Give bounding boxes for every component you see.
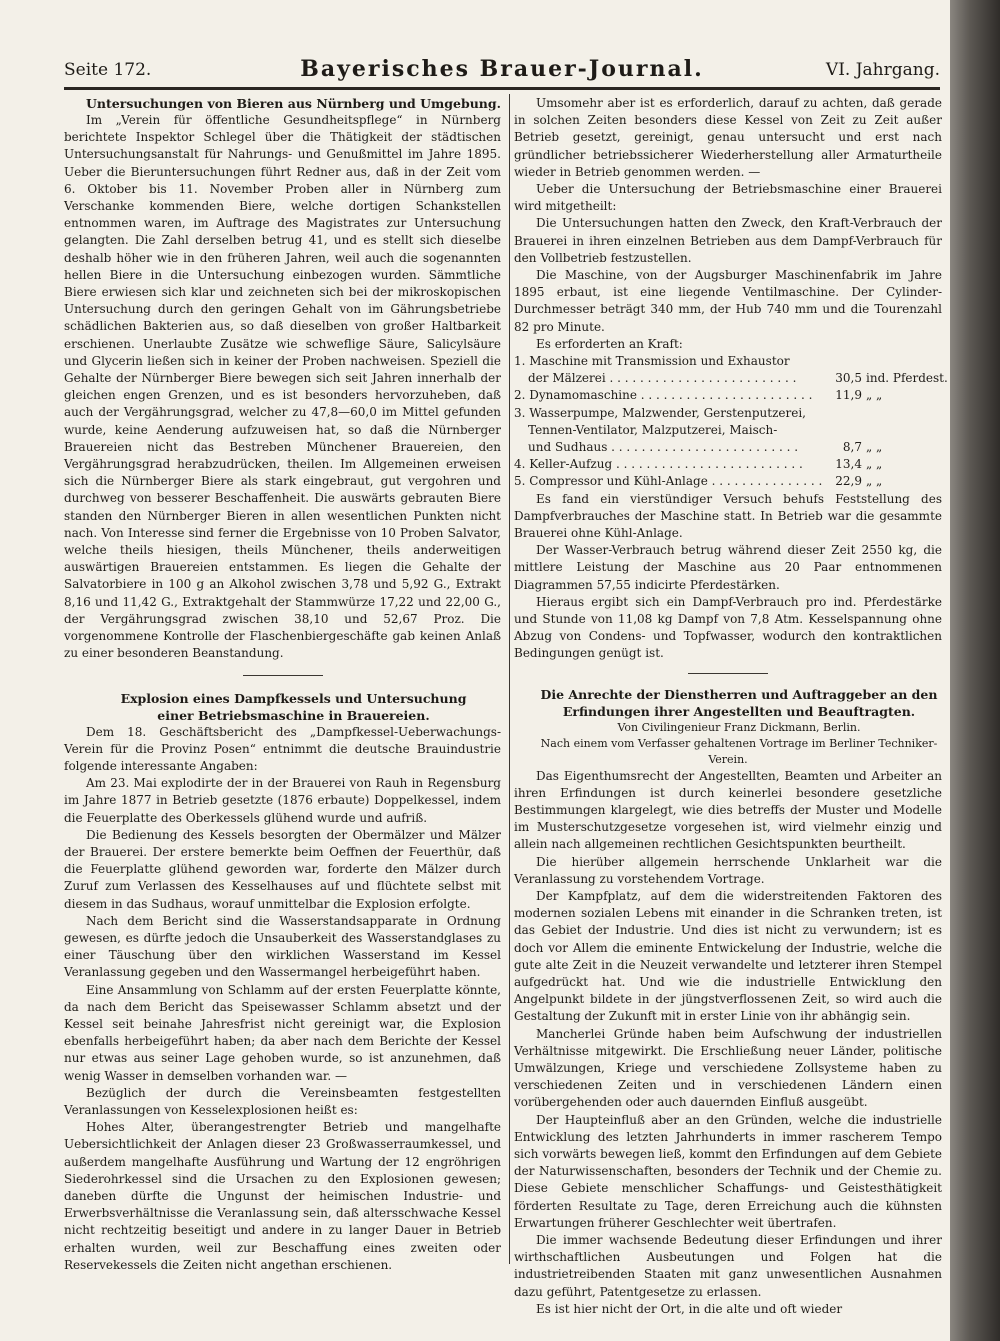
article-title-line-1: Die Anrechte der Dienstherren und Auftraggeber an den [540,686,938,702]
article-paragraph: Umsomehr aber ist es erforderlich, darauf zu achten, daß gerade in solchen Zeiten besonders diese Kessel von Zeit zu Zeit außer Betrieb gesetzt, gereinigt, genau untersucht und erst nach gründlicher betriebssicherer Wiederherstellung aller Armaturtheile wieder in Betrieb genommen werden. — [514,96,942,179]
power-item-text: 5. Compressor und Kühl-Anlage . . . . . . . . . . . . . . . [514,474,823,489]
article-paragraph: Hieraus ergibt sich ein Dampf-Verbrauch pro ind. Pferdestärke und Stunde von 11,08 kg Dampf von 7,8 Atm. Kesselspannung ohne Abzug von Condens- und Topfwasser, wodurch den kontraktlichen Bedingungen genügt ist. [514,594,942,661]
article-title-line-2: Erfindungen ihrer Angestellten und Beauftragten. [562,703,916,719]
article-paragraph: Der Kampfplatz, auf dem die widerstreitenden Faktoren des modernen sozialen Lebens mit einander in die Schranken treten, ist das Gebiet der Industrie. Und dies ist nicht zu verwundern; ist es doch vor Allem die eminente Entwickelung der Industrie, welche die gute alte Zeit in die Neuzeit verwandelte und letzterer ihren Stempel aufgedrückt hat. Und wie die industrielle Entwicklung den Angelpunkt bildete in der jüngstverflossenen Zeit, so wird auch die Gestaltung der Zukunft mit in erster Linie von ihr abhängig sein. [514,889,942,1024]
power-item-text: 1. Maschine mit Transmission und Exhaustor [514,354,790,369]
power-item-value: 30,5 [835,371,862,386]
power-item-value: 11,9 [835,388,862,403]
column-divider [509,94,510,1264]
power-list-row [514,456,942,473]
page-header [64,56,940,88]
power-item-value: 13,4 [835,457,862,472]
power-list-row [514,353,942,370]
journal-title: Bayerisches Brauer-Journal. [300,56,704,82]
article-anrechte-erfindungen [514,686,942,1319]
power-list-row [514,473,942,490]
power-item-unit: „ „ [866,439,883,454]
article-paragraph: Im „Verein für öffentliche Gesundheitspflege“ in Nürnberg berichtete Inspektor Schlegel über die Thätigkeit der städtischen Untersuchungsanstalt für Nahrungs- und Genußmittel im Jahre 1895. Ueber die Bieruntersuchungen führt Redner aus, daß in der Zeit vom 6. Oktober bis 11. November Proben aller in Nürnberg zum Verschanke kommenden Biere, welche dortigen Schankstellen entnommen waren, im Auftrage des Magistrates zur Untersuchung gelangten. Die Zahl derselben betrug 41, und es stellt sich dieselbe deshalb höher wie in den früheren Jahren, weil auch die sogenannten hellen Biere in die Untersuchung einbezogen wurden. Sämmtliche Biere erwiesen sich klar und zeichneten sich bei der mikroskopischen Untersuchung durch den geringen Gehalt von im Gährungsbetriebe schädlichen Bakterien aus, so daß dieselben von großer Haltbarkeit erschienen. Unerlaubte Zusätze wie schweflige Säure, Salicylsäure und Glycerin ließen sich in keiner der Proben nachweisen. Speziell die Gehalte der Nürnberger Biere bewegen sich seit Jahren innerhalb der gleichen engen Grenzen, und es ist besonders hervorzuheben, daß auch der Vergährungsgrad, welcher zu 47,8—60,0 im Mittel gefunden wurde, keine Aenderung aufzuweisen hat, so daß die Nürnberger Brauereien nicht das Bestreben Münchener Brauereien, den Vergährungsgrad herabzudrücken, theilen. Im Allgemeinen erweisen sich die Nürnberger Biere als stark eingebraut, gut vergohren und durchweg von besserer Beschaffenheit. Die auswärts gebrauten Biere standen den Nürnberger Bieren in allen wesentlichen Punkten nicht nach. Von Interesse sind ferner die Ergebnisse von 10 Proben Salvator, welche theils hiesigen, theils Münchener, theils anderweitigen auswärtigen Brauereien entstammen. Es liegen die Gehalte der Salvatorbiere in 100 g an Alkohol zwischen 3,78 und 5,92 G., Extrakt 8,16 und 11,42 G., Extraktgehalt der Stammwürze 17,22 und 22,00 G., der Vergährungsgrad zwischen 38,10 und 52,67 Proz. Die vorgenommene Kontrolle der Flaschenbiergeschäfte gab keinen Anlaß zu einer besonderen Beanstandung. [64,113,501,661]
power-item-value: 8,7 [842,439,862,454]
article-paragraph: Es fand ein vierstündiger Versuch behufs Feststellung des Dampfverbrauches der Maschine statt. In Betrieb war die gesammte Brauerei ohne Kühl-Anlage. [514,491,942,540]
article-paragraph: Nach dem Bericht sind die Wasserstandsapparate in Ordnung gewesen, es dürfte jedoch die Unsauberkeit des Wasserstandglases zu einer Täuschung über den wirklichen Wasserstand im Kessel Veranlassung gegeben und den Wassermangel herbeigeführt haben. [64,913,501,980]
power-item-text: 3. Wasserpumpe, Malzwender, Gerstenputzerei, [514,405,806,420]
article-paragraph: Bezüglich der durch die Vereinsbeamten festgestellten Veranlassungen von Kesselexplosionen heißt es: [64,1085,501,1117]
power-list-row [514,405,942,422]
article-paragraph: Am 23. Mai explodirte der in der Brauerei von Rauh in Regensburg im Jahre 1877 in Betrieb gesetzte (1876 erbaute) Doppelkessel, indem die Feuerplatte des Oberkessels glühend wurde und aufriß. [64,776,501,825]
power-list-row [514,439,942,456]
article-title-line-1: Explosion eines Dampfkessels und Untersuchung [120,690,467,706]
article-paragraph: Der Haupteinfluß aber an den Gründen, welche die industrielle Entwicklung des letzten Jahrhunderts in immer rascherem Tempo sich vorwärts bewegen ließ, kommt den Erfindungen auf dem Gebiete der Naturwissenschaften, besonders der Technik und der Chemie zu. Diese Gebiete menschlicher Schaffungs- und Geistesthätigkeit förderten Resultate zu Tage, deren Erreichung auch die kühnsten Erwartungen früherer Geschlechter weit übertrafen. [514,1112,942,1230]
power-item-unit: „ „ [866,474,883,489]
article-title-line-2: einer Betriebsmaschine in Brauereien. [157,707,430,723]
power-list-row [514,422,942,439]
power-list-row [514,370,948,387]
article-paragraph: Ueber die Untersuchung der Betriebsmaschine einer Brauerei wird mitgetheilt: [514,182,942,214]
power-item-text: 2. Dynamomaschine . . . . . . . . . . . . . . . . . . . . . . . [514,388,813,403]
article-dampfkessel-explosion [64,690,501,1275]
article-paragraph: Die Untersuchungen hatten den Zweck, den Kraft-Verbrauch der Brauerei in ihren einzelnen Betrieben aus dem Dampf-Verbrauch für den Vollbetrieb festzustellen. [514,216,942,265]
article-paragraph: Die Maschine, von der Augsburger Maschinenfabrik im Jahre 1895 erbaut, ist eine liegende Ventilmaschine. Der Cylinder-Durchmesser beträgt 340 mm, der Hub 740 mm und die Tourenzahl 82 pro Minute. [514,268,942,334]
article-paragraph: Die immer wachsende Bedeutung dieser Erfindungen und ihrer wirthschaftlichen Ausbeutungen und Folgen hat die industrietreibenden Staaten mit ganz unwesentlichen Ausnahmen dazu geführt, Patentgesetze zu erlassen. [514,1233,942,1299]
power-list-row [514,387,942,404]
power-item-text: Tennen-Ventilator, Malzputzerei, Maisch- [528,422,778,437]
power-item-text: 4. Keller-Aufzug . . . . . . . . . . . . . . . . . . . . . . . . . [514,457,803,472]
article-paragraph: Es erforderten an Kraft: [536,336,683,351]
article-title: Untersuchungen von Bieren aus Nürnberg und Umgebung. [86,96,501,111]
power-item-unit: „ „ [866,457,883,472]
article-paragraph: Eine Ansammlung von Schlamm auf der ersten Feuerplatte könnte, da nach dem Bericht das Speisewasser Schlamm absetzt und der Kessel seit beinahe Jahresfrist nicht gereinigt war, die Explosion ebenfalls herbeigeführt haben; da aber nach dem Berichte der Kessel nur etwas aus seiner Lage gehoben wurde, so ist anzunehmen, daß wenig Wasser in demselben vorhanden war. — [64,982,501,1083]
article-separator [243,675,323,676]
article-dampfkessel-continuation [514,95,948,663]
power-list [514,353,948,491]
article-paragraph: Die Bedienung des Kessels besorgten der Obermälzer und Mälzer der Brauerei. Der erstere bemerkte beim Oeffnen der Feuerthür, daß die Feuerplatte glühend geworden war, forderte den Mälzer durch Zuruf zum Verlassen des Kesselhauses auf und flüchtete selbst mit diesem in das Sudhaus, worauf unmittelbar die Explosion erfolgte. [64,827,501,911]
article-source-note: Nach einem vom Verfasser gehaltenen Vortrage im Berliner Techniker-Verein. [540,736,938,766]
power-item-value: 22,9 [835,474,862,489]
article-separator [688,673,768,674]
volume-label: VI. Jahrgang. [825,60,940,80]
article-paragraph: Dem 18. Geschäftsbericht des „Dampfkessel-Ueberwachungs-Verein für die Provinz Posen“ entnimmt die deutsche Brauindustrie folgende interessante Angaben: [64,724,501,773]
article-paragraph: Hohes Alter, überangestrengter Betrieb und mangelhafte Uebersichtlichkeit der Anlagen dieser 23 Großwasserraumkessel, und außerdem mangelhafte Ausführung und Wartung der 12 engröhrigen Siederohrkessel sind die Ursachen zu den Explosionen gewesen; daneben dürfte die Ungunst der heimischen Industrie- und Erwerbsverhältnisse die Veranlassung sein, daß altersschwache Kessel nicht rechtzeitig beseitigt und andere in zu langer Dauer in Betrieb erhalten wurden, weil zur Beschaffung eines zweiten oder Reservekessels die Zeiten nicht angethan erschienen. [64,1120,501,1272]
article-bier-untersuchungen [64,95,501,663]
page-number: Seite 172. [64,60,152,80]
left-column [64,95,501,1274]
article-byline: Von Civilingenieur Franz Dickmann, Berlin. [617,720,861,734]
article-paragraph: Der Wasser-Verbrauch betrug während dieser Zeit 2550 kg, die mittlere Leistung der Maschine aus 20 Paar entnommenen Diagrammen 57,55 indicirte Pferdestärken. [514,543,942,592]
article-paragraph: Es ist hier nicht der Ort, in die alte und oft wieder [536,1301,843,1316]
article-paragraph: Mancherlei Gründe haben beim Aufschwung der industriellen Verhältnisse mitgewirkt. Die Erschließung neuer Länder, politische Umwälzungen, Kriege und verschiedene Zollsysteme haben zu verschiedenen Zeiten und in verschiedenen Ländern einen vorübergehenden oder auch dauernden Einfluß ausgeübt. [514,1026,942,1110]
power-item-unit: „ „ [866,388,883,403]
article-paragraph: Das Eigenthumsrecht der Angestellten, Beamten und Arbeiter an ihren Erfindungen ist durch keinerlei besondere gesetzliche Bestimmungen klargelegt, wie dies betreffs der Muster und Modelle im Musterschutzgesetze vorgesehen ist, wird vielmehr einzig und allein nach allgemeinen rechtlichen Gesichtspunkten beurtheilt. [514,768,942,852]
right-column [514,95,948,1318]
power-item-text: der Mälzerei . . . . . . . . . . . . . . . . . . . . . . . . . [528,371,797,386]
power-item-text: und Sudhaus . . . . . . . . . . . . . . . . . . . . . . . . . [528,439,799,454]
article-paragraph: Die hierüber allgemein herrschende Unklarheit war die Veranlassung zu vorstehendem Vortrage. [514,854,942,886]
header-rule [64,87,940,90]
power-item-unit: ind. Pferdest. [866,371,948,386]
